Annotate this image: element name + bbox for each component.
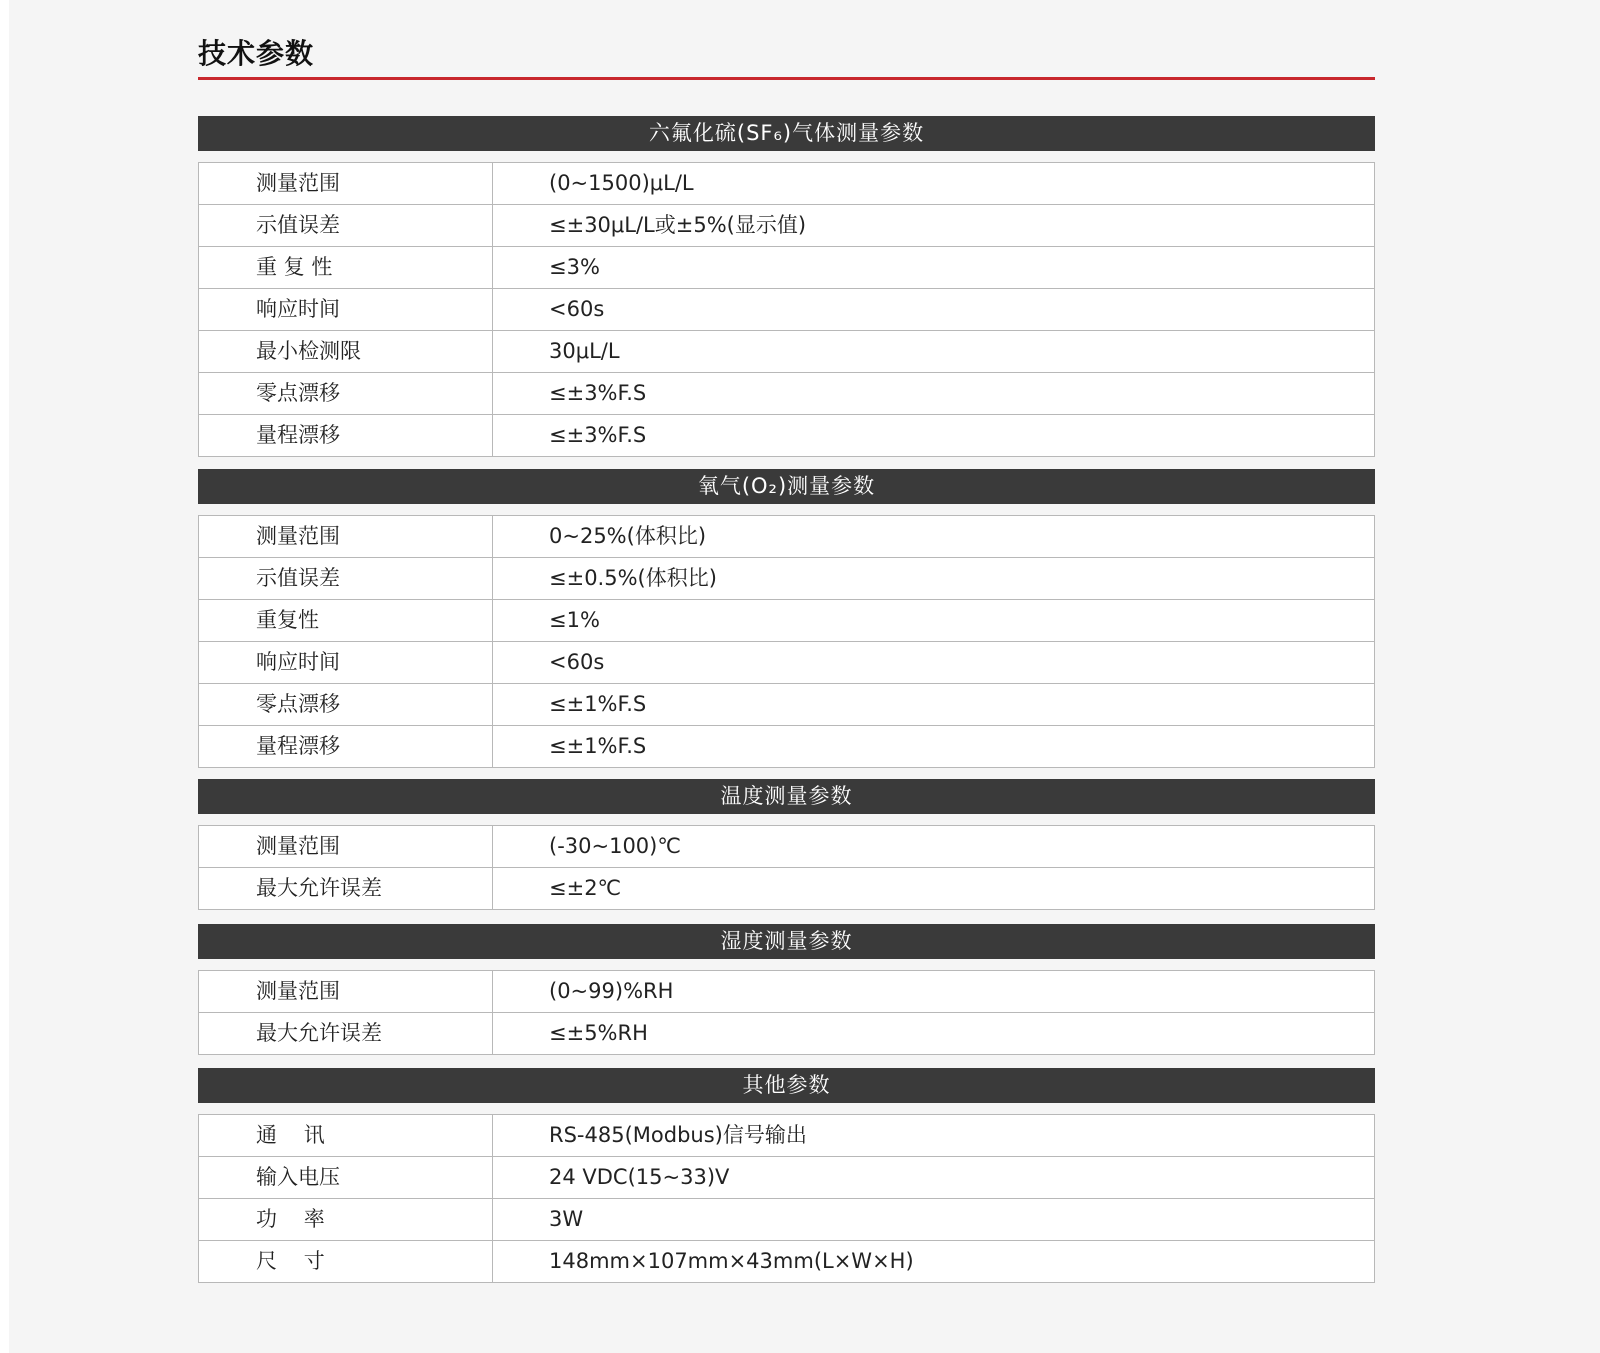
param-label: 功 率	[199, 1199, 493, 1240]
table-row	[199, 516, 1374, 558]
param-label: 响应时间	[199, 642, 493, 683]
param-label: 零点漂移	[199, 373, 493, 414]
section-o2	[198, 469, 1375, 768]
param-label: 重复性	[199, 600, 493, 641]
spec-table	[198, 1114, 1375, 1283]
param-value: <60s	[549, 297, 605, 321]
param-label: 重 复 性	[199, 247, 493, 288]
section-other	[198, 1068, 1375, 1283]
section-title: 温度测量参数	[198, 779, 1375, 814]
spec-table	[198, 515, 1375, 768]
table-row	[199, 247, 1374, 289]
param-value: <60s	[549, 650, 605, 674]
section-humidity	[198, 924, 1375, 1055]
param-value: ≤1%	[549, 608, 600, 632]
section-title: 湿度测量参数	[198, 924, 1375, 959]
param-label: 输入电压	[199, 1157, 493, 1198]
table-row	[199, 1241, 1374, 1283]
table-row	[199, 826, 1374, 868]
table-row	[199, 1157, 1374, 1199]
section-sf6	[198, 116, 1375, 457]
param-label: 量程漂移	[199, 726, 493, 767]
title-underline	[198, 77, 1375, 80]
table-row	[199, 415, 1374, 457]
param-value: ≤±0.5%(体积比)	[549, 566, 717, 590]
table-row	[199, 684, 1374, 726]
param-label: 最大允许误差	[199, 1013, 493, 1054]
param-label: 示值误差	[199, 205, 493, 246]
param-value: 24 VDC(15~33)V	[549, 1165, 730, 1189]
page-title: 技术参数	[198, 37, 315, 70]
param-value: ≤±30μL/L或±5%(显示值)	[549, 213, 807, 237]
param-value: ≤±5%RH	[549, 1021, 648, 1045]
spec-table	[198, 970, 1375, 1055]
table-row	[199, 971, 1374, 1013]
param-label: 最大允许误差	[199, 868, 493, 909]
table-row	[199, 600, 1374, 642]
table-row	[199, 205, 1374, 247]
param-value: ≤±3%F.S	[549, 423, 647, 447]
table-row	[199, 868, 1374, 910]
param-value: 3W	[549, 1207, 584, 1231]
param-value: ≤±1%F.S	[549, 692, 647, 716]
param-label: 测量范围	[199, 826, 493, 867]
param-value: (0~1500)μL/L	[549, 171, 694, 195]
param-label: 示值误差	[199, 558, 493, 599]
param-value: 0~25%(体积比)	[549, 524, 707, 548]
param-value: (0~99)%RH	[549, 979, 674, 1003]
table-row	[199, 1013, 1374, 1055]
table-row	[199, 1199, 1374, 1241]
table-row	[199, 331, 1374, 373]
param-value: (-30~100)℃	[549, 834, 681, 858]
param-value: ≤3%	[549, 255, 600, 279]
spec-table	[198, 825, 1375, 910]
param-label: 量程漂移	[199, 415, 493, 456]
param-value: RS-485(Modbus)信号输出	[549, 1123, 807, 1147]
table-row	[199, 642, 1374, 684]
param-label: 测量范围	[199, 971, 493, 1012]
table-row	[199, 289, 1374, 331]
param-label: 响应时间	[199, 289, 493, 330]
param-value: ≤±2℃	[549, 876, 622, 900]
section-temperature	[198, 779, 1375, 910]
table-row	[199, 558, 1374, 600]
spec-table	[198, 162, 1375, 457]
table-row	[199, 163, 1374, 205]
section-title: 六氟化硫(SF₆)气体测量参数	[198, 116, 1375, 151]
page-background	[9, 0, 1600, 1353]
param-label: 测量范围	[199, 516, 493, 557]
section-title: 其他参数	[198, 1068, 1375, 1103]
param-label: 尺 寸	[199, 1241, 493, 1282]
param-label: 通 讯	[199, 1115, 493, 1156]
param-value: ≤±1%F.S	[549, 734, 647, 758]
param-label: 零点漂移	[199, 684, 493, 725]
param-value: ≤±3%F.S	[549, 381, 647, 405]
table-row	[199, 373, 1374, 415]
section-title: 氧气(O₂)测量参数	[198, 469, 1375, 504]
table-row	[199, 726, 1374, 768]
param-label: 测量范围	[199, 163, 493, 204]
param-label: 最小检测限	[199, 331, 493, 372]
table-row	[199, 1115, 1374, 1157]
param-value: 30μL/L	[549, 339, 620, 363]
param-value: 148mm×107mm×43mm(L×W×H)	[549, 1249, 914, 1273]
